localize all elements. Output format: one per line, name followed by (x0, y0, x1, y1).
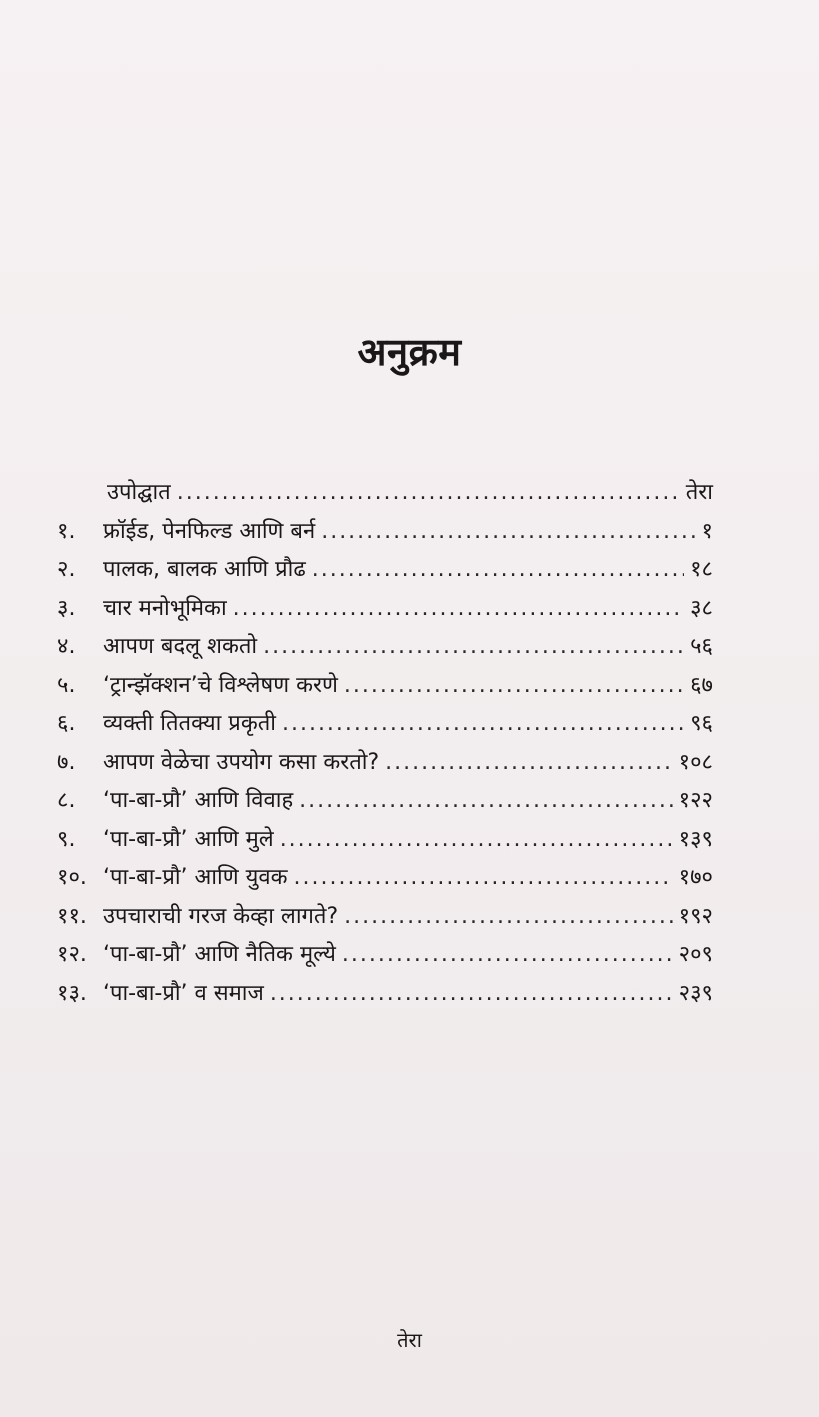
dot-leader (299, 788, 673, 813)
toc-entry-page: १२२ (678, 788, 713, 813)
toc-entry-label: फ्रॉईड, पेनफिल्ड आणि बर्न (103, 518, 316, 544)
toc-entry (57, 553, 713, 592)
toc-entry-label: आपण बदलू शकतो (103, 634, 258, 659)
toc-entry-number: १०. (57, 865, 87, 890)
toc-entry-page: १ (701, 518, 713, 544)
toc-entry-number: ११. (57, 903, 87, 929)
toc-entry-number: ४. (57, 634, 76, 659)
toc-entry (57, 592, 713, 631)
dot-leader (385, 750, 673, 775)
toc-entry-number: ३. (57, 595, 76, 621)
toc-entry (57, 669, 713, 708)
toc-entry (57, 630, 713, 669)
toc-entry-number: ६. (57, 711, 76, 736)
dot-leader (344, 904, 673, 929)
dot-leader (280, 827, 673, 852)
dot-leader (177, 480, 680, 505)
dot-leader (270, 981, 673, 1006)
toc-entry (57, 707, 713, 746)
toc-entry-page: २०९ (678, 942, 713, 967)
toc-entry-number: ५. (57, 672, 76, 698)
toc-entry-label: उपोद्घात (107, 480, 171, 505)
dot-leader (321, 519, 695, 544)
table-of-contents (57, 476, 713, 1015)
toc-entry-label: ‘पा-बा-प्रौ’ व समाज (103, 980, 264, 1006)
dot-leader (342, 942, 673, 967)
toc-entry-label: ‘ट्रान्झॅक्शन’चे विश्लेषण करणे (103, 672, 338, 698)
toc-entry-page: ५६ (690, 634, 713, 659)
toc-entry-page: १३९ (678, 826, 713, 852)
toc-entry-label: व्यक्ती तितक्या प्रकृती (103, 711, 276, 736)
dot-leader (344, 673, 684, 698)
toc-entry (57, 476, 713, 515)
toc-entry (57, 746, 713, 785)
toc-entry-number: ८. (57, 788, 76, 813)
toc-entry-page: ६७ (690, 672, 713, 698)
toc-entry-page: २३९ (678, 980, 713, 1006)
toc-entry (57, 900, 713, 939)
toc-entry-number: ७. (57, 749, 76, 775)
toc-entry-number: २. (57, 557, 76, 582)
toc-entry-page: ९६ (690, 711, 713, 736)
toc-entry-label: पालक, बालक आणि प्रौढ (103, 557, 306, 582)
toc-entry (57, 515, 713, 554)
page-folio: तेरा (397, 1328, 422, 1352)
dot-leader (263, 634, 684, 659)
toc-entry-number: १२. (57, 942, 87, 967)
toc-entry (57, 938, 713, 977)
toc-entry-page: ३८ (690, 595, 713, 621)
toc-entry-page: तेरा (685, 480, 713, 505)
toc-entry-page: १९२ (678, 903, 713, 929)
toc-entry (57, 977, 713, 1016)
toc-entry (57, 823, 713, 862)
toc-entry-label: आपण वेळेचा उपयोग कसा करतो? (103, 749, 380, 775)
toc-entry-label: ‘पा-बा-प्रौ’ आणि विवाह (103, 788, 294, 813)
toc-entry-page: १७० (678, 865, 713, 890)
dot-leader (233, 596, 684, 621)
toc-entry-label: ‘पा-बा-प्रौ’ आणि नैतिक मूल्ये (103, 942, 336, 967)
dot-leader (312, 557, 684, 582)
toc-entry (57, 861, 713, 900)
toc-entry-label: उपचाराची गरज केव्हा लागते? (103, 903, 339, 929)
dot-leader (294, 865, 673, 890)
toc-entry-label: ‘पा-बा-प्रौ’ आणि मुले (103, 826, 274, 852)
dot-leader (282, 711, 684, 736)
toc-entry-label: चार मनोभूमिका (103, 595, 227, 621)
toc-entry-number: १३. (57, 980, 87, 1006)
toc-entry-label: ‘पा-बा-प्रौ’ आणि युवक (103, 865, 288, 890)
contents-heading: अनुक्रम (357, 330, 462, 374)
toc-entry-number: १. (57, 518, 76, 544)
toc-entry (57, 784, 713, 823)
toc-entry-number: ९. (57, 826, 76, 852)
toc-entry-page: १०८ (678, 749, 713, 775)
toc-entry-page: १८ (690, 557, 713, 582)
